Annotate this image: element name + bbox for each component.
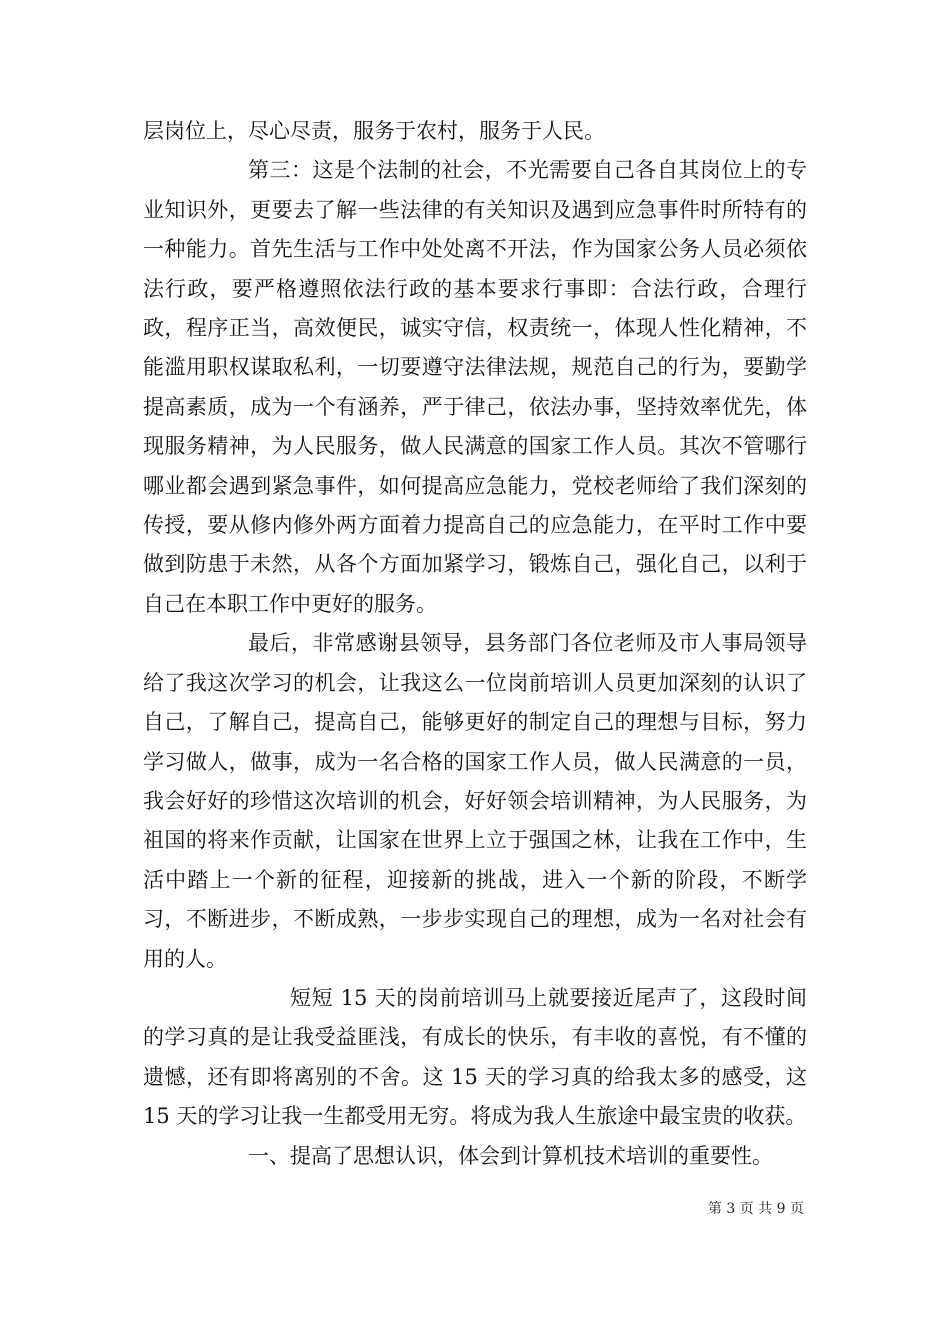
body-text <box>143 112 807 1176</box>
paragraph-3: 最后，非常感谢县领导，县务部门各位老师及市人事局领导给了我这次学习的机会，让我这么一位岗前培训人员更加深刻的认识了自己，了解自己，提高自己，能够更好的制定自己的理想与目标，努力学习做人，做事，成为一名合格的国家工作人员，做人民满意的一员，我会好好的珍惜这次培训的机会，好好领会培训精神，为人民服务，为祖国的将来作贡献，让国家在世界上立于强国之林，让我在工作中，生活中踏上一个新的征程，迎接新的挑战，进入一个新的阶段，不断学习，不断进步，不断成熟，一步步实现自己的理想，成为一名对社会有用的人。 <box>143 631 807 971</box>
page-number-footer: 第 3 页 共 9 页 <box>707 1201 804 1217</box>
paragraph-1: 层岗位上，尽心尽责，服务于农村，服务于人民。 <box>143 119 605 143</box>
paragraph-5: 一、提高了思想认识，体会到计算机技术培训的重要性。 <box>248 1143 773 1168</box>
paragraph-2: 第三：这是个法制的社会，不光需要自己各自其岗位上的专业知识外，更要去了解一些法律的有关知识及遇到应急事件时所特有的一种能力。首先生活与工作中处处离不开法，作为国家公务人员必须依法行政，要严格遵照依法行政的基本要求行事即：合法行政，合理行政，程序正当，高效便民，诚实守信，权责统一，体现人性化精神，不能滥用职权谋取私利，一切要遵守法律法规，规范自己的行为，要勤学提高素质，成为一个有涵养，严于律己，依法办事，坚持效率优先，体现服务精神，为人民服务，做人民满意的国家工作人员。其次不管哪行哪业都会遇到紧急事件，如何提高应急能力，党校老师给了我们深刻的传授，要从修内修外两方面着力提高自己的应急能力，在平时工作中要做到防患于未然，从各个方面加紧学习，锻炼自己，强化自己，以利于自己在本职工作中更好的服务。 <box>143 158 807 616</box>
paragraph-4: 短短 15 天的岗前培训马上就要接近尾声了，这段时间的学习真的是让我受益匪浅，有成长的快乐，有丰收的喜悦，有不懂的遗憾，还有即将离别的不舍。这 15 天的学习真的给我太多的感受，这 15 天的学习让我一生都受用无穷。将成为我人生旅途中最宝贵的收获。 <box>143 985 807 1129</box>
